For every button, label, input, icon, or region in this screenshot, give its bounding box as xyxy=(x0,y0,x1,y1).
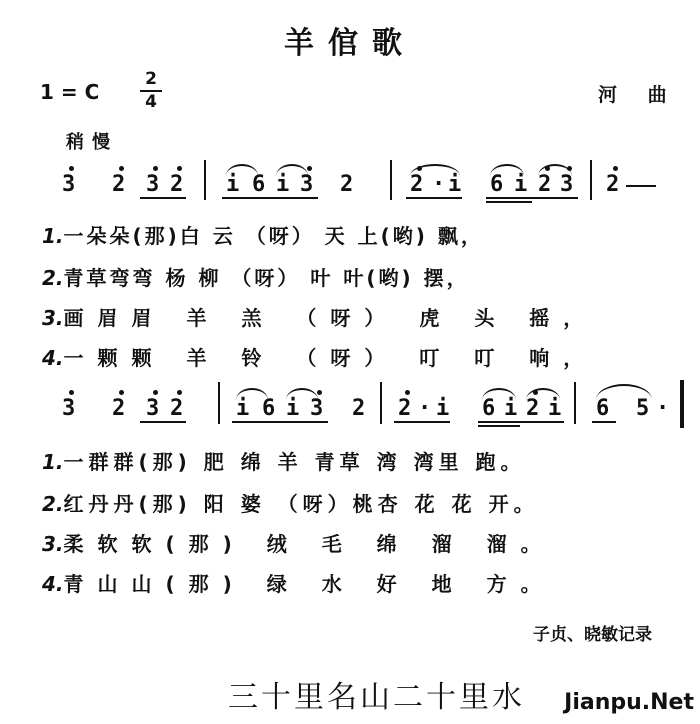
note: i xyxy=(514,172,528,197)
hold-dash xyxy=(626,185,656,187)
note: i xyxy=(286,396,300,421)
barline xyxy=(380,382,382,424)
beam xyxy=(140,421,186,423)
verse-text: 青草弯弯 杨 柳 （呀） 叶 叶(哟) 摆， xyxy=(63,266,470,290)
beam xyxy=(140,197,186,199)
verse-line xyxy=(42,220,484,249)
beam xyxy=(222,197,318,199)
note: 2 xyxy=(606,172,620,197)
slur xyxy=(276,164,308,176)
slur xyxy=(226,164,258,176)
note: 6 xyxy=(490,172,504,197)
octave-dot xyxy=(69,390,74,395)
octave-dot xyxy=(119,390,124,395)
beam xyxy=(232,421,328,423)
octave-dot xyxy=(533,390,538,395)
transcription-credit: 子贞、晓敏记录 xyxy=(533,625,652,645)
barline xyxy=(590,160,592,200)
note: 3 xyxy=(310,396,324,421)
beam xyxy=(592,421,616,423)
note: i xyxy=(504,396,518,421)
octave-dot xyxy=(177,390,182,395)
site-watermark: Jianpu.Net xyxy=(564,690,694,715)
beam xyxy=(394,421,450,423)
note: · xyxy=(432,172,446,197)
note: 2 xyxy=(112,396,126,421)
verse-text: 红丹丹(那) 阳 婆 （呀）桃杏 花 花 开。 xyxy=(63,492,539,516)
beam xyxy=(486,201,532,203)
verse-line xyxy=(42,528,555,557)
beam xyxy=(478,421,564,423)
verse-number: 4. xyxy=(42,572,64,596)
octave-dot xyxy=(153,166,158,171)
verse-line xyxy=(42,446,526,475)
verse-text: 一颗颗 羊 铃 （呀） 叮 叮 响， xyxy=(63,346,598,370)
octave-dot xyxy=(119,166,124,171)
octave-dot xyxy=(307,166,312,171)
final-barline xyxy=(680,380,684,428)
note: 2 xyxy=(526,396,540,421)
verse-number: 4. xyxy=(42,346,64,370)
octave-dot xyxy=(69,166,74,171)
note: 2 xyxy=(340,172,354,197)
verse-text: 一群群(那) 肥 绵 羊 青草 湾 湾里 跑。 xyxy=(63,450,526,474)
note: 2 xyxy=(112,172,126,197)
slur xyxy=(482,388,516,400)
verse-text: 一朵朵(那)白 云 （呀） 天 上(哟) 飘， xyxy=(63,224,484,248)
note: 2 xyxy=(352,396,366,421)
note: 6 xyxy=(262,396,276,421)
note: 2 xyxy=(398,396,412,421)
octave-dot xyxy=(613,166,618,171)
note: 6 xyxy=(596,396,610,421)
note: 3 xyxy=(62,396,76,421)
octave-dot xyxy=(567,166,572,171)
time-signature-bottom: 4 xyxy=(145,92,157,112)
note: i xyxy=(236,396,250,421)
tempo-marking: 稍慢 xyxy=(66,132,118,153)
barline xyxy=(574,382,576,424)
barline xyxy=(390,160,392,200)
verse-number: 2. xyxy=(42,266,64,290)
origin-label: 河 曲 xyxy=(598,84,679,106)
verse-number: 3. xyxy=(42,532,64,556)
note: 3 xyxy=(146,396,160,421)
verse-number: 1. xyxy=(42,224,64,248)
note: i xyxy=(436,396,450,421)
note: · xyxy=(418,396,432,421)
slur xyxy=(490,164,524,176)
barline xyxy=(204,160,206,200)
verse-number: 1. xyxy=(42,450,64,474)
note: 6 xyxy=(252,172,266,197)
octave-dot xyxy=(405,390,410,395)
song-title: 羊倌歌 xyxy=(284,26,416,61)
verse-line xyxy=(42,262,470,291)
beam xyxy=(486,197,578,199)
note: 5 xyxy=(636,396,650,421)
slur xyxy=(286,388,318,400)
barline xyxy=(218,382,220,424)
note: 2 xyxy=(538,172,552,197)
key-signature: 1 = C xyxy=(40,80,100,104)
slur xyxy=(526,388,560,400)
note: 3 xyxy=(300,172,314,197)
note: · xyxy=(656,396,670,421)
note: 3 xyxy=(62,172,76,197)
octave-dot xyxy=(545,166,550,171)
verse-number: 3. xyxy=(42,306,64,330)
note: i xyxy=(226,172,240,197)
octave-dot xyxy=(153,390,158,395)
slur xyxy=(596,384,652,400)
verse-text: 青山山(那) 绿 水 好 地 方。 xyxy=(63,572,555,596)
time-signature xyxy=(140,70,162,112)
note: 6 xyxy=(482,396,496,421)
time-signature-top: 2 xyxy=(145,69,157,89)
beam xyxy=(406,197,462,199)
verse-line xyxy=(42,488,539,517)
slur xyxy=(236,388,268,400)
verse-number: 2. xyxy=(42,492,64,516)
verse-text: 柔软软(那) 绒 毛 绵 溜 溜。 xyxy=(63,532,555,556)
octave-dot xyxy=(317,390,322,395)
note: 2 xyxy=(410,172,424,197)
octave-dot xyxy=(177,166,182,171)
note: i xyxy=(276,172,290,197)
note: 3 xyxy=(560,172,574,197)
verse-line xyxy=(42,568,555,597)
beam xyxy=(478,425,520,427)
verse-text: 画眉眉 羊 羔 （呀） 虎 头 摇， xyxy=(63,306,598,330)
verse-line xyxy=(42,302,597,331)
next-song-title: 三十里名山二十里水 xyxy=(228,680,525,715)
note: 3 xyxy=(146,172,160,197)
octave-dot xyxy=(417,166,422,171)
note: 2 xyxy=(170,172,184,197)
note: i xyxy=(548,396,562,421)
note: 2 xyxy=(170,396,184,421)
verse-line xyxy=(42,342,597,371)
note: i xyxy=(448,172,462,197)
